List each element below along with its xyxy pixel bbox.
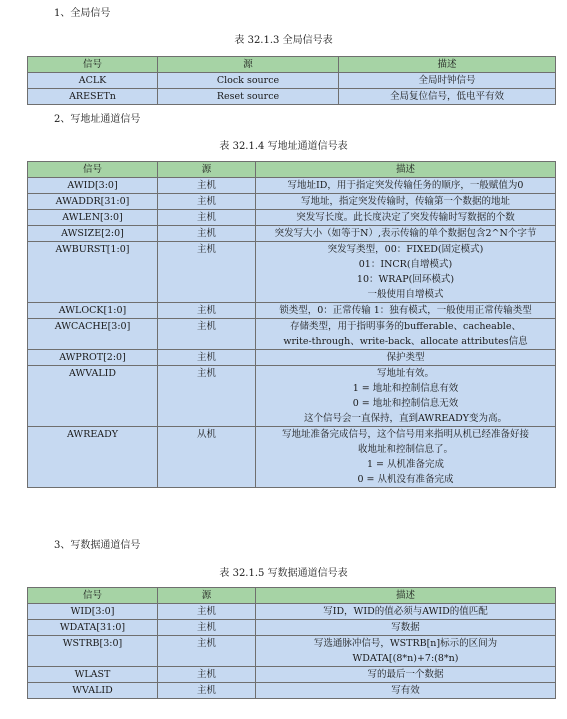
description-line: 突发写类型，00：FIXED(固定模式) bbox=[327, 244, 484, 255]
signal-cell: ACLK bbox=[28, 73, 158, 89]
description-line: 写选通脉冲信号，WSTRB[n]标示的区间为 bbox=[313, 638, 498, 649]
signal-cell: AWLOCK[1:0] bbox=[28, 303, 158, 319]
source-cell: Clock source bbox=[158, 73, 339, 89]
description-line: 全局时钟信号 bbox=[418, 75, 476, 86]
source-cell: Reset source bbox=[158, 89, 339, 105]
table-row bbox=[28, 667, 556, 683]
table-row bbox=[28, 226, 556, 242]
table-row bbox=[28, 89, 556, 105]
signal-cell: AWBURST[1:0] bbox=[28, 242, 158, 303]
signal-cell: AWPROT[2:0] bbox=[28, 350, 158, 366]
table-row bbox=[28, 73, 556, 89]
description-cell bbox=[256, 427, 556, 488]
description-line: 写有效 bbox=[391, 685, 420, 696]
description-line: WDATA[(8*n)+7:(8*n) bbox=[352, 653, 459, 664]
column-header: 源 bbox=[158, 57, 339, 73]
column-header: 信号 bbox=[28, 57, 158, 73]
source-cell: 主机 bbox=[158, 350, 256, 366]
table-header-row bbox=[28, 588, 556, 604]
signal-cell: WDATA[31:0] bbox=[28, 620, 158, 636]
signal-cell: AWREADY bbox=[28, 427, 158, 488]
description-line: 保护类型 bbox=[386, 352, 425, 363]
description-line: 写的最后一个数据 bbox=[367, 669, 444, 680]
source-cell: 主机 bbox=[158, 636, 256, 667]
section-3-heading: 3、写数据通道信号 bbox=[54, 540, 141, 551]
description-line: 写地址ID，用于指定突发传输任务的顺序，一般赋值为0 bbox=[287, 180, 524, 191]
source-cell: 从机 bbox=[158, 427, 256, 488]
signal-cell: ARESETn bbox=[28, 89, 158, 105]
source-cell: 主机 bbox=[158, 194, 256, 210]
signal-cell: AWCACHE[3:0] bbox=[28, 319, 158, 350]
description-line: 收地址和控制信息了。 bbox=[357, 444, 453, 455]
signal-cell: WVALID bbox=[28, 683, 158, 699]
table-row bbox=[28, 194, 556, 210]
signal-cell: WLAST bbox=[28, 667, 158, 683]
signal-cell: AWID[3:0] bbox=[28, 178, 158, 194]
description-cell bbox=[256, 319, 556, 350]
description-cell bbox=[256, 620, 556, 636]
description-line: 一般使用自增模式 bbox=[367, 289, 444, 300]
description-cell bbox=[256, 226, 556, 242]
signal-cell: AWLEN[3:0] bbox=[28, 210, 158, 226]
source-cell: 主机 bbox=[158, 683, 256, 699]
source-cell: 主机 bbox=[158, 303, 256, 319]
table-row bbox=[28, 427, 556, 488]
description-line: 存储类型，用于指明事务的bufferable、cacheable、 bbox=[290, 321, 521, 332]
column-header: 描述 bbox=[256, 588, 556, 604]
description-line: 写ID，WID的值必须与AWID的值匹配 bbox=[323, 606, 488, 617]
description-cell bbox=[256, 366, 556, 427]
table-row bbox=[28, 210, 556, 226]
description-line: write-through、write-back、allocate attributes信息 bbox=[283, 336, 528, 347]
table-header-row bbox=[28, 57, 556, 73]
source-cell: 主机 bbox=[158, 667, 256, 683]
source-cell: 主机 bbox=[158, 604, 256, 620]
column-header: 描述 bbox=[339, 57, 556, 73]
description-cell bbox=[256, 683, 556, 699]
description-cell bbox=[256, 350, 556, 366]
table-row bbox=[28, 604, 556, 620]
table-3-caption: 表 32.1.5 写数据通道信号表 bbox=[219, 568, 348, 579]
signal-cell: AWVALID bbox=[28, 366, 158, 427]
table-header-row bbox=[28, 162, 556, 178]
signal-cell: AWSIZE[2:0] bbox=[28, 226, 158, 242]
signal-cell: AWADDR[31:0] bbox=[28, 194, 158, 210]
write-data-signal-table bbox=[27, 587, 556, 699]
description-line: 这个信号会一直保持，直到AWREADY变为高。 bbox=[303, 413, 508, 424]
description-line: 写地址准备完成信号，这个信号用来指明从机已经准备好接 bbox=[281, 429, 529, 440]
section-2-heading: 2、写地址通道信号 bbox=[54, 114, 141, 125]
write-address-signal-table bbox=[27, 161, 556, 488]
description-line: 突发写大小（如等于N）,表示传输的单个数据包含2^N个字节 bbox=[274, 228, 537, 239]
table-row bbox=[28, 636, 556, 667]
table-row bbox=[28, 319, 556, 350]
description-line: 0 = 地址和控制信息无效 bbox=[352, 398, 459, 409]
table-row bbox=[28, 683, 556, 699]
description-line: 10：WRAP(回环模式) bbox=[356, 274, 455, 285]
description-line: 全局复位信号，低电平有效 bbox=[389, 91, 504, 102]
source-cell: 主机 bbox=[158, 210, 256, 226]
source-cell: 主机 bbox=[158, 319, 256, 350]
table-row bbox=[28, 350, 556, 366]
description-line: 写地址，指定突发传输时，传输第一个数据的地址 bbox=[300, 196, 510, 207]
description-cell bbox=[256, 194, 556, 210]
table-row bbox=[28, 303, 556, 319]
description-line: 突发写长度。此长度决定了突发传输时写数据的个数 bbox=[296, 212, 515, 223]
description-line: 锁类型，0：正常传输 1：独有模式，一般使用正常传输类型 bbox=[279, 305, 532, 316]
description-line: 01：INCR(自增模式) bbox=[358, 259, 453, 270]
description-cell bbox=[256, 636, 556, 667]
description-cell bbox=[256, 604, 556, 620]
column-header: 信号 bbox=[28, 588, 158, 604]
column-header: 源 bbox=[158, 162, 256, 178]
description-line: 1 = 地址和控制信息有效 bbox=[352, 383, 459, 394]
column-header: 源 bbox=[158, 588, 256, 604]
column-header: 描述 bbox=[256, 162, 556, 178]
table-row bbox=[28, 366, 556, 427]
description-cell bbox=[256, 242, 556, 303]
global-signal-table bbox=[27, 56, 556, 105]
description-cell bbox=[256, 303, 556, 319]
description-cell bbox=[256, 178, 556, 194]
description-cell bbox=[339, 73, 556, 89]
table-row bbox=[28, 620, 556, 636]
table-1-caption: 表 32.1.3 全局信号表 bbox=[234, 35, 333, 46]
section-1-heading: 1、全局信号 bbox=[54, 8, 111, 19]
table-2-caption: 表 32.1.4 写地址通道信号表 bbox=[219, 141, 348, 152]
description-line: 1 = 从机准备完成 bbox=[366, 459, 445, 470]
source-cell: 主机 bbox=[158, 242, 256, 303]
source-cell: 主机 bbox=[158, 226, 256, 242]
source-cell: 主机 bbox=[158, 366, 256, 427]
signal-cell: WSTRB[3:0] bbox=[28, 636, 158, 667]
signal-cell: WID[3:0] bbox=[28, 604, 158, 620]
description-line: 写地址有效。 bbox=[376, 368, 434, 379]
table-row bbox=[28, 178, 556, 194]
description-line: 0 = 从机没有准备完成 bbox=[357, 474, 454, 485]
table-row bbox=[28, 242, 556, 303]
source-cell: 主机 bbox=[158, 178, 256, 194]
description-cell bbox=[256, 667, 556, 683]
source-cell: 主机 bbox=[158, 620, 256, 636]
description-cell bbox=[339, 89, 556, 105]
column-header: 信号 bbox=[28, 162, 158, 178]
description-cell bbox=[256, 210, 556, 226]
description-line: 写数据 bbox=[391, 622, 420, 633]
